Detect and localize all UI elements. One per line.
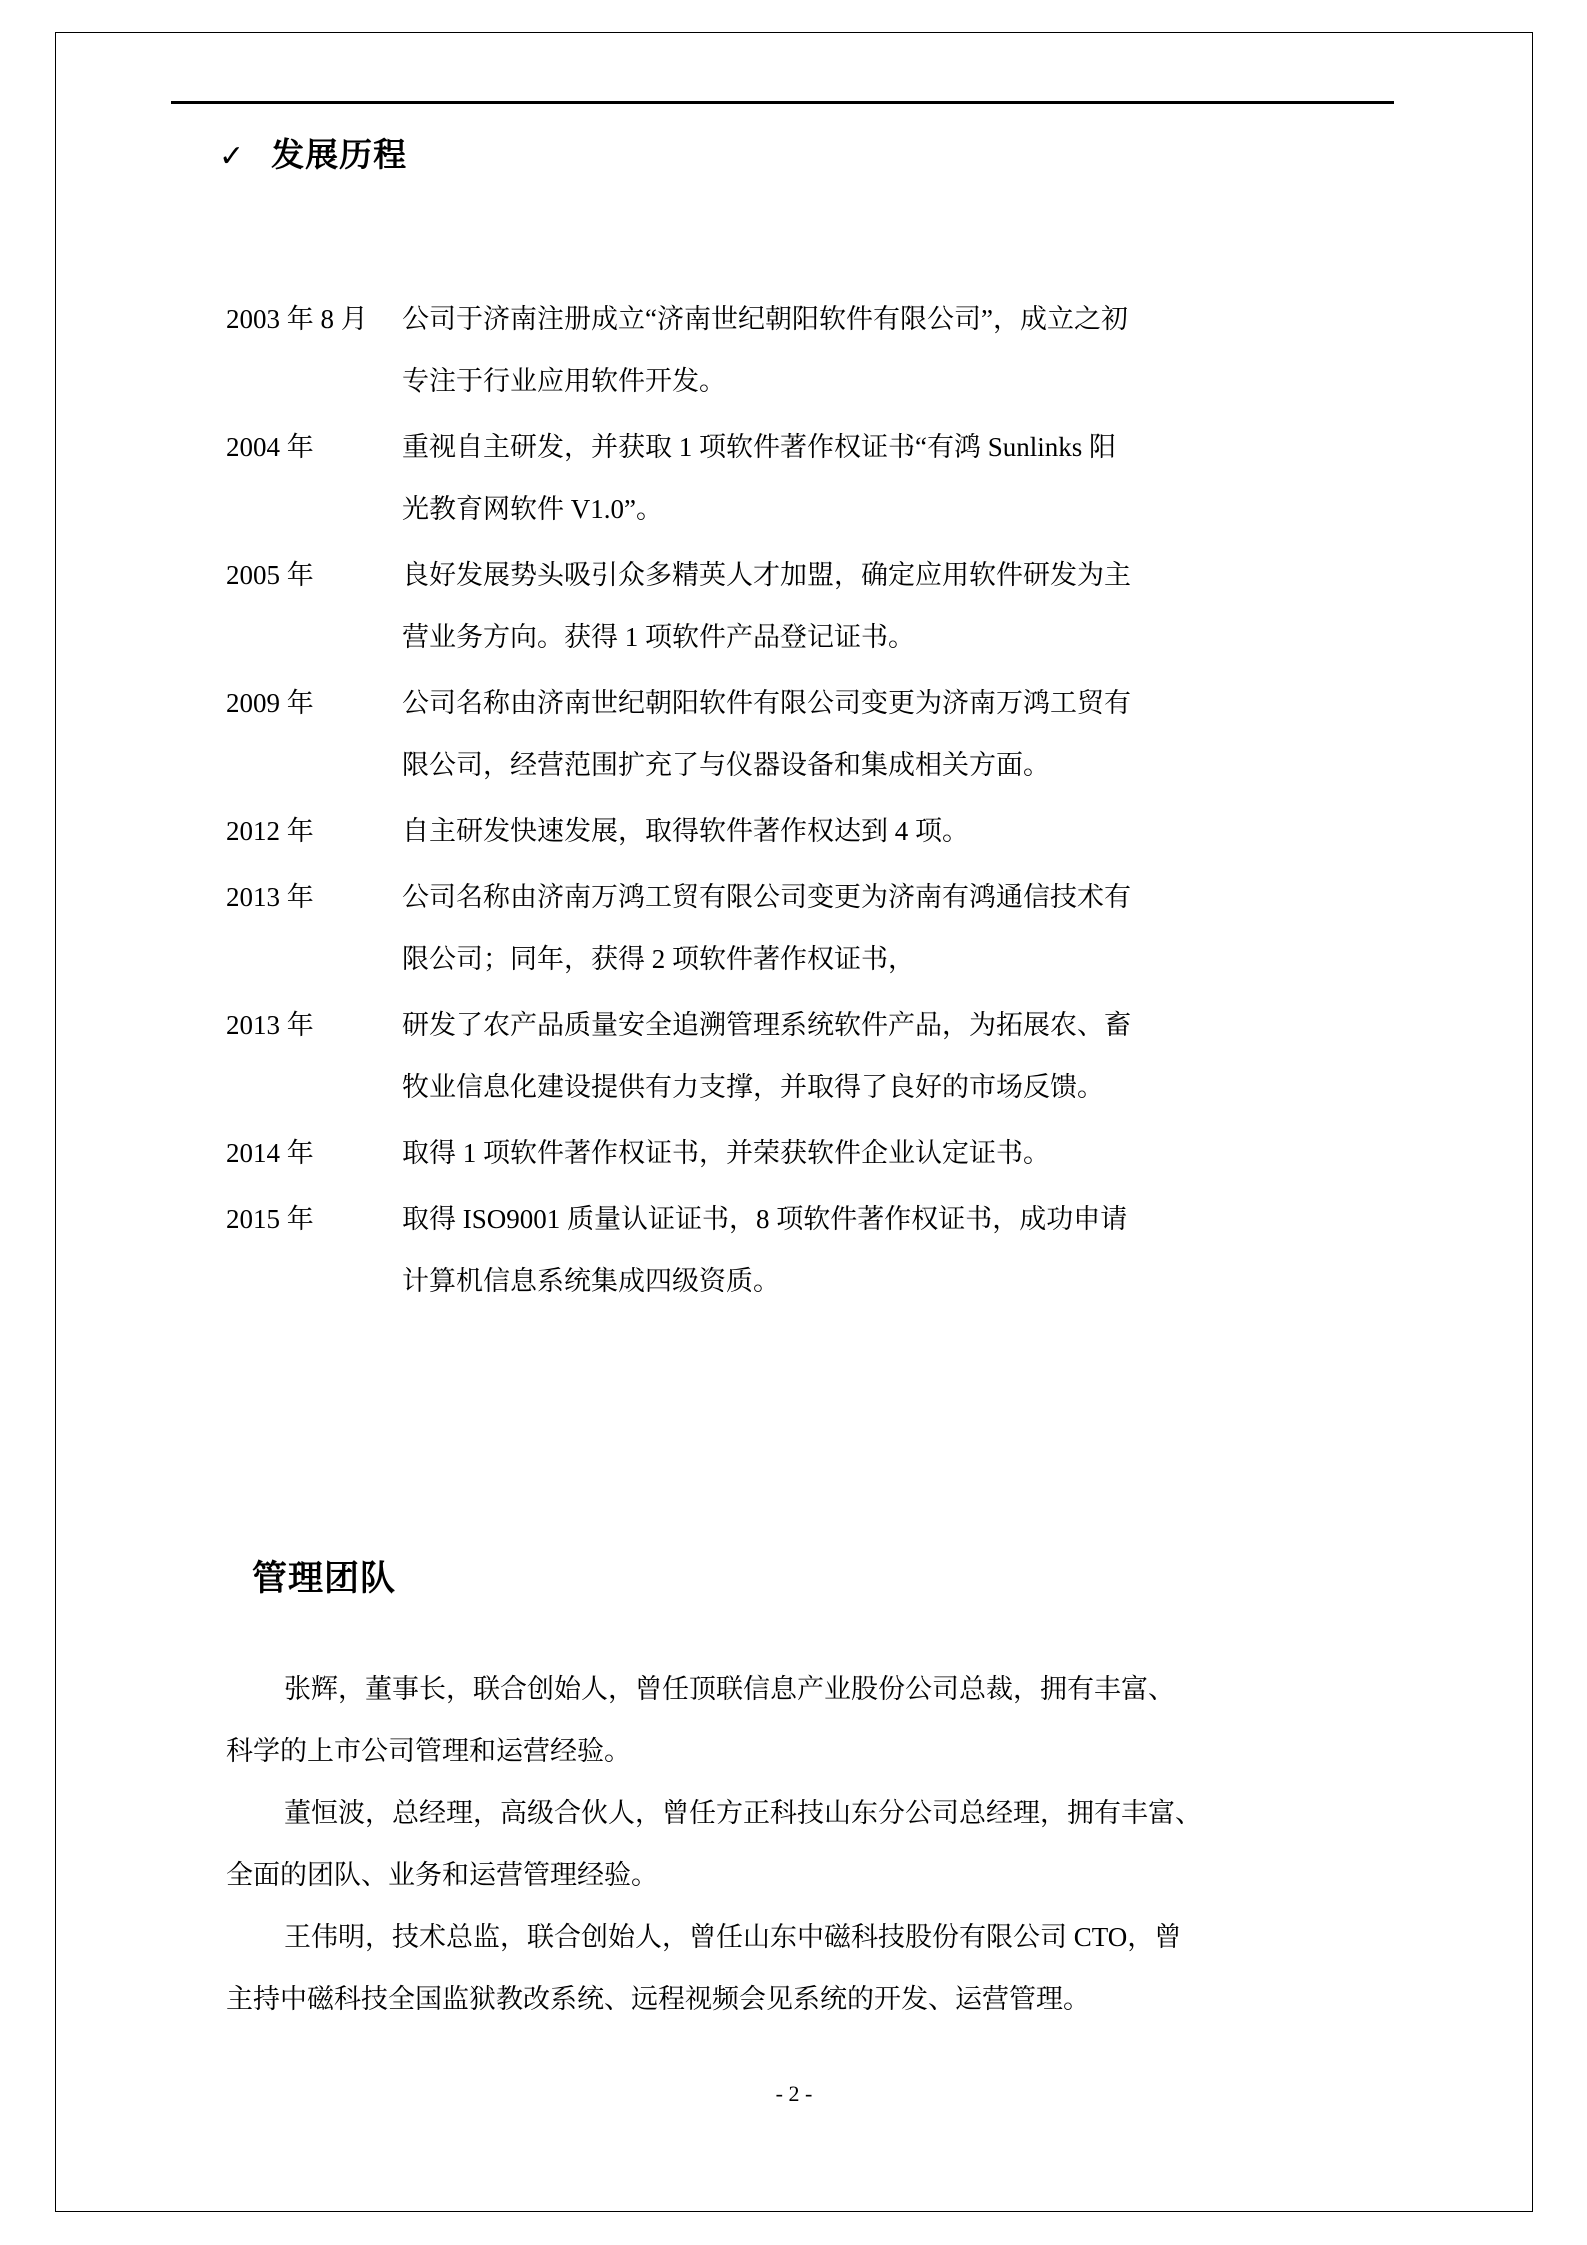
bio-paragraph	[226, 1906, 1376, 2030]
timeline-description	[402, 1122, 1376, 1184]
timeline-row	[226, 866, 1376, 990]
timeline-description	[402, 800, 1376, 862]
timeline-year: 2004 年	[226, 432, 314, 462]
timeline-year: 2015 年	[226, 1204, 314, 1234]
header-horizontal-rule	[171, 101, 1394, 104]
timeline-line: 公司名称由济南世纪朝阳软件有限公司变更为济南万鸿工贸有	[402, 688, 1131, 718]
page-content-area	[56, 33, 1532, 2211]
timeline-line: 重视自主研发，并获取 1 项软件著作权证书“有鸿 Sunlinks 阳	[402, 432, 1117, 462]
timeline-line: 计算机信息系统集成四级资质。	[402, 1266, 780, 1296]
bio-line: 主持中磁科技全国监狱教改系统、远程视频会见系统的开发、运营管理。	[226, 1984, 1090, 2014]
timeline-row	[226, 672, 1376, 796]
timeline-line: 自主研发快速发展，取得软件著作权达到 4 项。	[402, 816, 969, 846]
timeline-year: 2012 年	[226, 816, 314, 846]
bio-line: 全面的团队、业务和运营管理经验。	[226, 1860, 658, 1890]
page-number-footer: - 2 -	[775, 2081, 813, 2106]
timeline-line: 专注于行业应用软件开发。	[402, 366, 726, 396]
bio-line: 王伟明，技术总监，联合创始人，曾任山东中磁科技股份有限公司 CTO，曾	[284, 1922, 1182, 1952]
timeline-description	[402, 544, 1376, 668]
timeline-year: 2013 年	[226, 1010, 314, 1040]
bio-line: 科学的上市公司管理和运营经验。	[226, 1736, 631, 1766]
timeline-line: 光教育网软件 V1.0”。	[402, 494, 663, 524]
timeline-year: 2013 年	[226, 882, 314, 912]
timeline-row	[226, 1188, 1376, 1312]
timeline-year: 2003 年 8 月	[226, 304, 368, 334]
management-team-bios	[226, 1658, 1376, 2030]
timeline-description	[402, 416, 1376, 540]
timeline-line: 研发了农产品质量安全追溯管理系统软件产品，为拓展农、畜	[402, 1010, 1131, 1040]
bio-paragraph	[226, 1782, 1376, 1906]
bio-paragraph	[226, 1658, 1376, 1782]
checkmark-icon: ✓	[219, 139, 245, 174]
timeline-row	[226, 288, 1376, 412]
timeline-description	[402, 866, 1376, 990]
timeline-row	[226, 1122, 1376, 1184]
section-heading-development-history	[219, 135, 408, 174]
timeline-line: 取得 ISO9001 质量认证证书，8 项软件著作权证书，成功申请	[402, 1204, 1128, 1234]
bio-line: 董恒波，总经理，高级合伙人，曾任方正科技山东分公司总经理，拥有丰富、	[284, 1798, 1202, 1828]
development-history-timeline	[226, 288, 1376, 1316]
timeline-year: 2009 年	[226, 688, 314, 718]
timeline-row	[226, 800, 1376, 862]
timeline-line: 取得 1 项软件著作权证书，并荣获软件企业认定证书。	[402, 1138, 1050, 1168]
section-heading-label: 发展历程	[271, 135, 408, 174]
timeline-year: 2005 年	[226, 560, 314, 590]
section-heading-management-team: 管理团队	[252, 1559, 397, 1599]
timeline-year: 2014 年	[226, 1138, 314, 1168]
timeline-description	[402, 672, 1376, 796]
timeline-line: 良好发展势头吸引众多精英人才加盟，确定应用软件研发为主	[402, 560, 1131, 590]
timeline-line: 限公司，经营范围扩充了与仪器设备和集成相关方面。	[402, 750, 1050, 780]
timeline-line: 牧业信息化建设提供有力支撑，并取得了良好的市场反馈。	[402, 1072, 1104, 1102]
timeline-row	[226, 544, 1376, 668]
bio-line: 张辉，董事长，联合创始人，曾任顶联信息产业股份公司总裁，拥有丰富、	[284, 1674, 1175, 1704]
timeline-line: 限公司；同年，获得 2 项软件著作权证书，	[402, 944, 915, 974]
timeline-line: 营业务方向。获得 1 项软件产品登记证书。	[402, 622, 915, 652]
timeline-description	[402, 994, 1376, 1118]
timeline-description	[402, 288, 1376, 412]
timeline-description	[402, 1188, 1376, 1312]
timeline-row	[226, 994, 1376, 1118]
page-border-frame	[55, 32, 1533, 2212]
timeline-row	[226, 416, 1376, 540]
timeline-line: 公司名称由济南万鸿工贸有限公司变更为济南有鸿通信技术有	[402, 882, 1131, 912]
timeline-line: 公司于济南注册成立“济南世纪朝阳软件有限公司”，成立之初	[402, 304, 1128, 334]
